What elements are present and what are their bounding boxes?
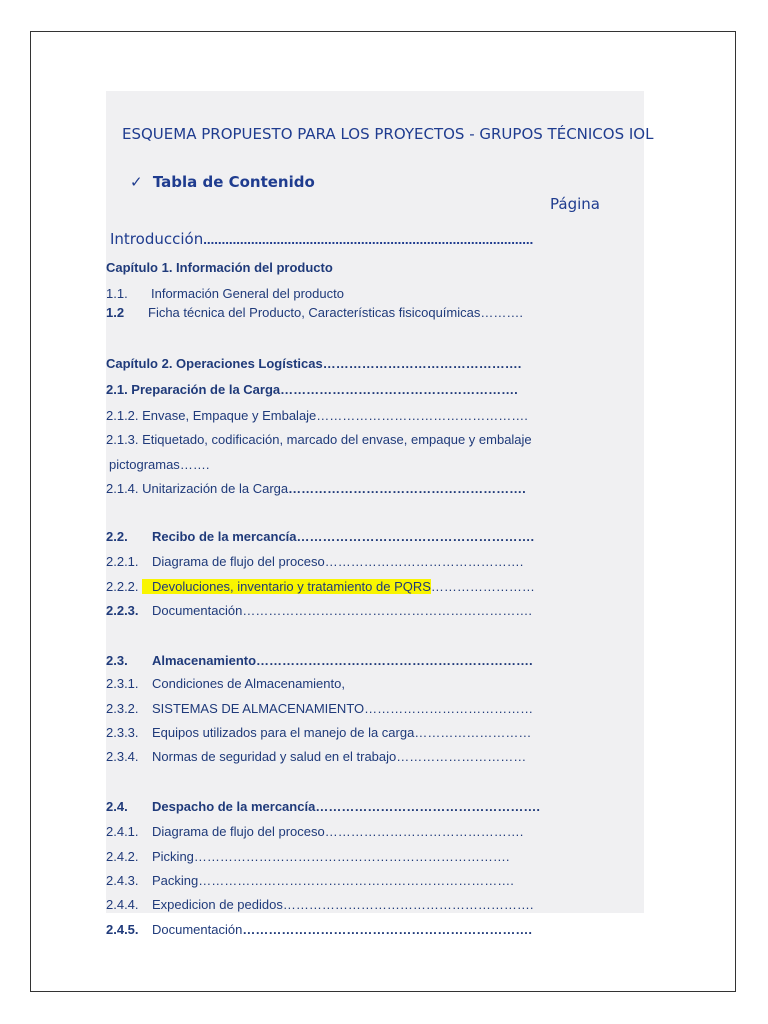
toc-leader-dots: ……….	[480, 305, 523, 320]
toc-entry-2-2[interactable]	[106, 529, 534, 544]
toc-entry-label: Expedicion de pedidos	[152, 897, 283, 912]
toc-entry-number: 2.4.5.	[106, 922, 139, 937]
toc-entry-label: Introducción	[110, 230, 204, 248]
toc-entry-label: 2.1.4. Unitarización de la Carga	[106, 481, 289, 496]
toc-entry-label: Diagrama de flujo del proceso	[152, 824, 325, 839]
document-title: ESQUEMA PROPUESTO PARA LOS PROYECTOS - GRUPOS TÉCNICOS IOL	[122, 125, 654, 143]
toc-leader-dots: ………………………	[414, 725, 532, 740]
check-icon: ✓	[130, 173, 143, 191]
toc-leader-dots: ……………………………………….	[322, 356, 522, 371]
toc-entry-label: pictogramas	[109, 457, 180, 472]
toc-entry-2-1-3[interactable]	[106, 432, 532, 447]
toc-entry-label: 2.1.2. Envase, Empaque y Embalaje	[106, 408, 317, 423]
toc-entry-2-2-2[interactable]	[106, 579, 535, 594]
toc-entry-label: Packing	[152, 873, 199, 888]
toc-entry-number: 2.4.4.	[106, 897, 139, 912]
toc-entry-number: 2.4.	[106, 799, 128, 814]
toc-entry-2-3-4[interactable]	[106, 749, 526, 764]
toc-entry-number: 2.4.2.	[106, 849, 139, 864]
toc-entry-2-4-3[interactable]	[106, 873, 514, 888]
toc-entry-2-1[interactable]	[106, 382, 518, 397]
toc-heading	[130, 173, 315, 191]
toc-entry-label: Capítulo 2. Operaciones Logísticas	[106, 356, 323, 371]
toc-entry-label: Información General del producto	[151, 286, 344, 301]
toc-entry-number: 2.2.1.	[106, 554, 139, 569]
toc-leader-dots: ……………………………………………….	[296, 529, 535, 544]
toc-leader-dots: …………………………………	[364, 701, 534, 716]
toc-entry-label: Condiciones de Almacenamiento,	[152, 676, 345, 691]
toc-leader-dots: ……………………………………………………….	[256, 653, 533, 668]
toc-leader-dots: ………………………………………………….	[282, 897, 534, 912]
toc-entry-number: 2.2.2.	[106, 579, 139, 594]
toc-entry-number: 2.2.	[106, 529, 128, 544]
toc-entry-2-1-2[interactable]	[106, 408, 528, 423]
toc-leader-dots: ……………………………………………….	[288, 481, 526, 496]
toc-leader-dots: ……………………………………………….	[280, 382, 518, 397]
toc-leader-dots: ………………………………………….	[316, 408, 528, 423]
toc-entry-capitulo-1[interactable]	[106, 260, 333, 275]
toc-entry-number: 1.2	[106, 305, 125, 320]
toc-leader-dots: ……………………………………….	[324, 824, 524, 839]
toc-entry-label: Recibo de la mercancía	[152, 529, 297, 544]
toc-leader-dots: ……………………………………………………………….	[193, 849, 510, 864]
toc-entry-number: 2.3.4.	[106, 749, 139, 764]
toc-entry-label: Capítulo 1. Información del producto	[106, 260, 333, 275]
toc-entry-number: 2.4.3.	[106, 873, 139, 888]
toc-title: Tabla de Contenido	[152, 173, 315, 191]
toc-entry-number: 2.3.2.	[106, 701, 139, 716]
toc-entry-label: Documentación	[152, 603, 243, 618]
toc-entry-label: Ficha técnica del Producto, Características fisicoquímicas	[148, 305, 481, 320]
toc-entry-label: SISTEMAS DE ALMACENAMIENTO	[152, 701, 365, 716]
toc-entry-2-4-2[interactable]	[106, 849, 510, 864]
toc-entry-label: Documentación	[152, 922, 243, 937]
toc-leader-dots: ……………………………………………………………….	[198, 873, 514, 888]
toc-entry-number: 2.3.1.	[106, 676, 139, 691]
toc-entry-label: Equipos utilizados para el manejo de la carga	[152, 725, 415, 740]
toc-entry-number: 2.3.3.	[106, 725, 139, 740]
toc-entry-2-2-3[interactable]	[106, 603, 532, 618]
toc-leader-dots: …………………………………………….	[315, 799, 540, 814]
toc-entry-2-4-4[interactable]	[106, 897, 533, 912]
document-page	[30, 31, 736, 992]
toc-entry-number: 2.4.1.	[106, 824, 139, 839]
toc-entry-label: Diagrama de flujo del proceso	[152, 554, 325, 569]
toc-entry-number: 1.1.	[106, 286, 128, 301]
toc-entry-capitulo-2[interactable]	[106, 356, 521, 371]
toc-entry-label: 2.1. Preparación de la Carga	[106, 382, 281, 397]
toc-leader-dots: ………………………………………………………….	[242, 603, 532, 618]
toc-entry-2-4[interactable]	[106, 799, 540, 814]
toc-entry-2-4-5[interactable]	[106, 922, 532, 937]
toc-entry-2-3-2[interactable]	[106, 701, 533, 716]
toc-entry-2-1-4[interactable]	[106, 481, 526, 496]
toc-entry-number: 2.3.	[106, 653, 128, 668]
content-panel	[106, 91, 654, 937]
toc-leader-dots: ……………………	[430, 579, 535, 594]
toc-leader-dots: ………………………………………………………….	[242, 922, 532, 937]
toc-entry-introduccion[interactable]	[110, 230, 533, 248]
toc-entry-2-3[interactable]	[106, 653, 533, 668]
toc-entry-number: 2.2.3.	[106, 603, 139, 618]
toc-leader-dots: …………………………	[396, 749, 527, 764]
highlighted-entry-label: Devoluciones, inventario y tratamiento de PQRS	[142, 579, 431, 594]
toc-entry-1-2[interactable]	[106, 305, 523, 320]
toc-entry-label: 2.1.3. Etiquetado, codificación, marcado del envase, empaque y embalaje	[106, 432, 532, 447]
toc-entry-2-3-3[interactable]	[106, 725, 531, 740]
toc-leader-dots: ………………………………………………………………………………	[203, 234, 534, 247]
toc-entry-2-2-1[interactable]	[106, 554, 523, 569]
toc-entry-label: Normas de seguridad y salud en el trabajo	[152, 749, 397, 764]
page-column-label: Página	[550, 195, 600, 213]
toc-entry-1-1[interactable]	[106, 286, 344, 301]
toc-entry-label: Almacenamiento	[152, 653, 257, 668]
toc-leader-dots: …….	[179, 457, 210, 472]
toc-entry-label: Despacho de la mercancía	[152, 799, 316, 814]
toc-leader-dots: ……………………………………….	[324, 554, 524, 569]
toc-entry-2-4-1[interactable]	[106, 824, 523, 839]
toc-entry-2-3-1[interactable]	[106, 676, 345, 691]
toc-entry-2-1-3-cont[interactable]	[109, 457, 209, 472]
toc-entry-label: Picking	[152, 849, 194, 864]
